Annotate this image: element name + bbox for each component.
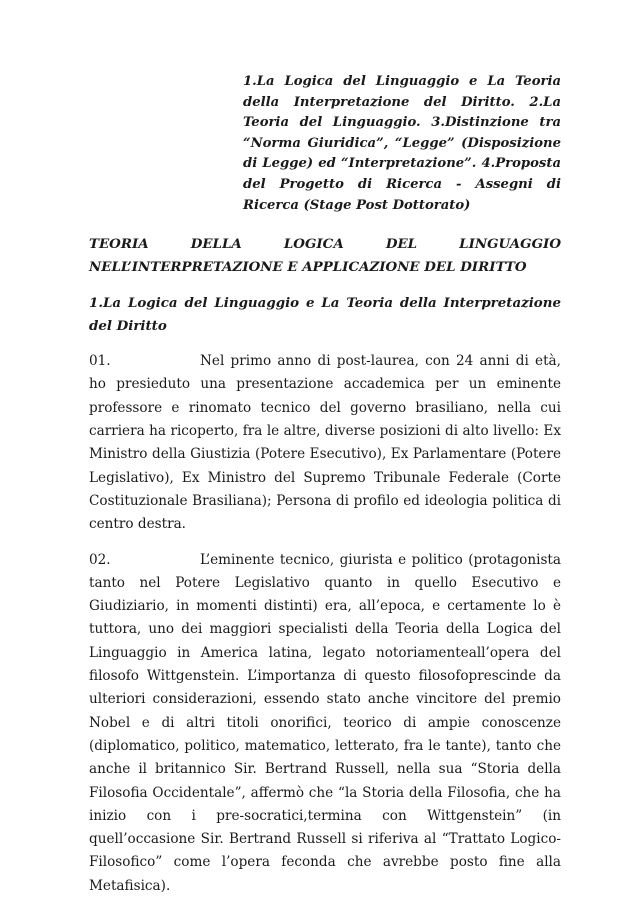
title-word: DELLA <box>190 236 242 253</box>
paragraph-number: 02. <box>89 551 111 568</box>
paragraph-text: L’eminente tecnico, giurista e politico (protagonista tanto nel Potere Legislativo quanto in quello Esecutivo e Giudiziario, in momenti distinti) era, all’epoca, e certamente lo è tuttora, uno dei maggiori specialisti della Teoria della Logica del Linguaggio in America latina, legato notoriamenteall’opera del filosofo Wittgenstein. L’importanza di questo filosofoprescinde da ulteriori considerazioni, essendo stato anche vincitore del premio Nobel e di altri titoli onorifici, teorico di ampie conoscenze (diplomatico, politico, matematico, letterato, fra le tante), tanto che anche il britannico Sir. Bertrand Russell, nella sua “Storia della Filosofia Occidentale”, affermò che “la Storia della Filosofia, che ha inizio con i pre-socratici,termina con Wittgenstein” (in quell’occasione Sir. Bertrand Russell si riferiva al “Trattato Logico-Filosofico” come l’opera feconda che avrebbe posto fine alla Metafisica). <box>89 551 561 894</box>
paragraph-text: Nel primo anno di post-laurea, con 24 anni di età, ho presieduto una presentazione accademica per un eminente professore e rinomato tecnico del governo brasiliano, nella cui carriera ha ricoperto, fra le altre, diverse posizioni di alto livello: Ex Ministro della Giustizia (Potere Esecutivo), Ex Parlamentare (Potere Legislativo), Ex Ministro del Supremo Tribunale Federale (Corte Costituzionale Brasiliana); Persona di profilo ed ideologia politica di centro destra. <box>89 353 561 533</box>
title-line-2: NELL’INTERPRETAZIONE E APPLICAZIONE DEL DIRITTO <box>89 259 527 276</box>
title-line-1 <box>89 233 561 256</box>
title-word: LOGICA <box>283 236 344 253</box>
title-word: LINGUAGGIO <box>459 236 561 253</box>
toc-text: 1.La Logica del Linguaggio e La Teoria della Interpretazione del Diritto. 2.La Teoria del Linguaggio. 3.Distinzione tra “Norma Giuridica”, “Legge” (Disposizione di Legge) ed “Interpretazione”. 4.Proposta del Progetto di Ricerca - Assegni di Ricerca (Stage Post Dottorato) <box>243 74 561 213</box>
paragraph-02 <box>89 549 561 898</box>
document-page <box>89 72 561 898</box>
table-of-contents <box>243 72 561 216</box>
document-title <box>89 233 561 279</box>
paragraph-01 <box>89 350 561 536</box>
section-heading: 1.La Logica del Linguaggio e La Teoria della Interpretazione del Diritto <box>89 295 561 335</box>
title-word: DEL <box>385 236 418 253</box>
paragraph-number: 01. <box>89 353 111 370</box>
title-word: TEORIA <box>89 236 149 253</box>
